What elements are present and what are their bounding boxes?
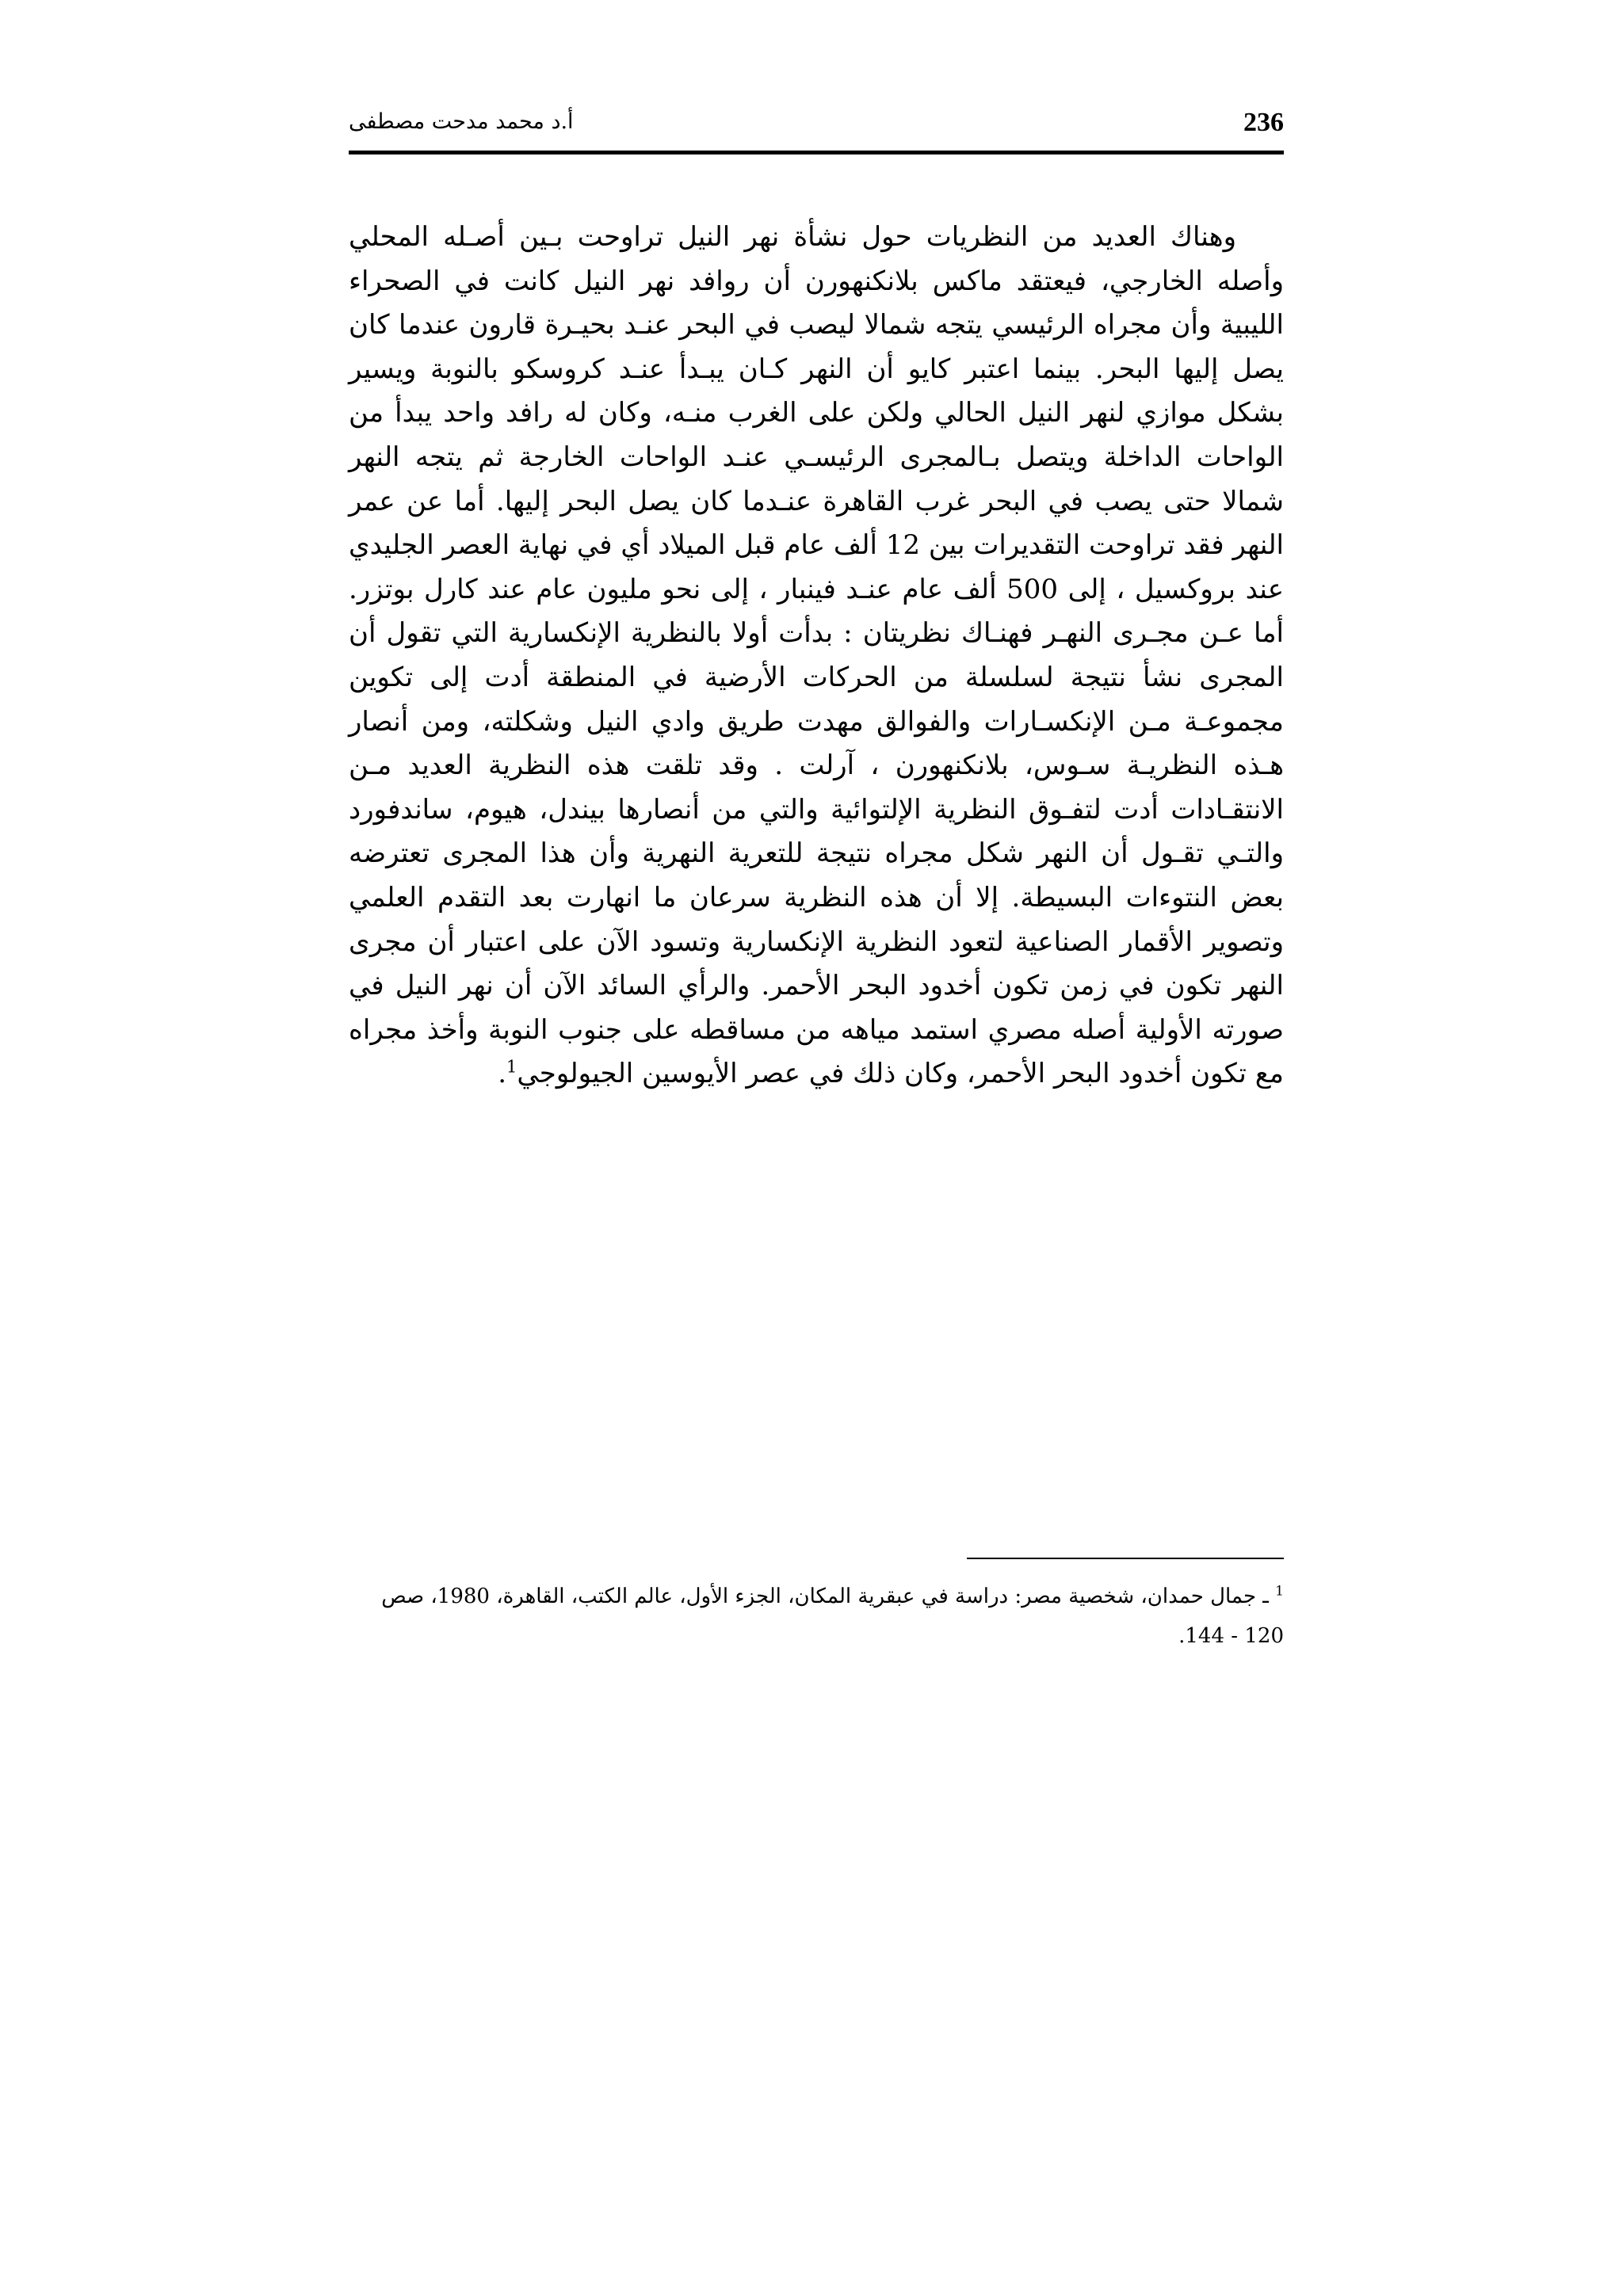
footnote-text: ـ جمال حمدان، شخصية مصر: دراسة في عبقرية المكان، الجزء الأول، عالم الكتب، القاهرة، 1980، صص 120 - 144. — [381, 1585, 1284, 1648]
body-paragraph-text: وهناك العديد من النظريات حول نشأة نهر النيل تراوحت بـين أصـله المحلي وأصله الخارجي، فيعتقد ماكس بلانكنهورن أن روافد نهر النيل كانت في الصحراء الليبية وأن مجراه الرئيسي يتجه شمالا ليصب في البحر عنـد بحيـرة قارون عندما كان يصل إليها البحر. بينما اعتبر كايو أن النهر كـان يبـدأ عنـد كروسكو بالنوبة ويسير بشكل موازي لنهر النيل الحالي ولكن على الغرب منـه، وكان له رافد واحد يبدأ من الواحات الداخلة ويتصل بـالمجرى الرئيسـي عنـد الواحات الخارجة ثم يتجه النهر شمالا حتى يصب في البحر غرب القاهرة عنـدما كان يصل البحر إليها. أما عن عمر النهر فقد تراوحت التقديرات بين 12 ألف عام قبل الميلاد أي في نهاية العصر الجليدي عند بروكسيل ، إلى 500 ألف عام عنـد فينبار ، إلى نحو مليون عام عند كارل بوتزر. أما عـن مجـرى النهـر فهنـاك نظريتان : بدأت أولا بالنظرية الإنكسارية التي تقول أن المجرى نشأ نتيجة لسلسلة من الحركات الأرضية في المنطقة أدت إلى تكوين مجموعـة مـن الإنكسـارات والفوالق مهدت طريق وادي النيل وشكلته، ومن أنصار هـذه النظريـة سـوس، بلانكنهورن ، آرلت . وقد تلقت هذه النظرية العديد مـن الانتقـادات أدت لتفـوق النظرية الإلتوائية والتي من أنصارها بيندل، هيوم، ساندفورد والتـي تقـول أن النهر شكل مجراه نتيجة للتعرية النهرية وأن هذا المجرى تعترضه بعض النتوءات البسيطة. إلا أن هذه النظرية سرعان ما انهارت بعد التقدم العلمي وتصوير الأقمار الصناعية لتعود النظرية الإنكسارية وتسود الآن على اعتبار أن مجرى النهر تكون في زمن تكون أخدود البحر الأحمر. والرأي السائد الآن أن نهر النيل في صورته الأولية أصله مصري استمد مياهه من مساقطه على جنوب النوبة وأخذ مجراه مع تكون أخدود البحر الأحمر، وكان ذلك في عصر الأيوسين الجيولوجي — [349, 221, 1284, 1090]
running-head: أ.د محمد مدحت مصطفى — [349, 109, 574, 134]
body-paragraph — [349, 215, 1284, 1097]
footnote-marker: 1 — [1275, 1583, 1284, 1600]
footnote-reference[interactable]: 1 — [506, 1057, 517, 1077]
paragraph-end-punctuation: . — [498, 1058, 507, 1090]
page-number: 236 — [1243, 108, 1284, 137]
page-header — [349, 101, 1284, 149]
header-rule — [349, 151, 1284, 154]
footnote-separator — [967, 1558, 1284, 1559]
footnote — [349, 1577, 1284, 1656]
